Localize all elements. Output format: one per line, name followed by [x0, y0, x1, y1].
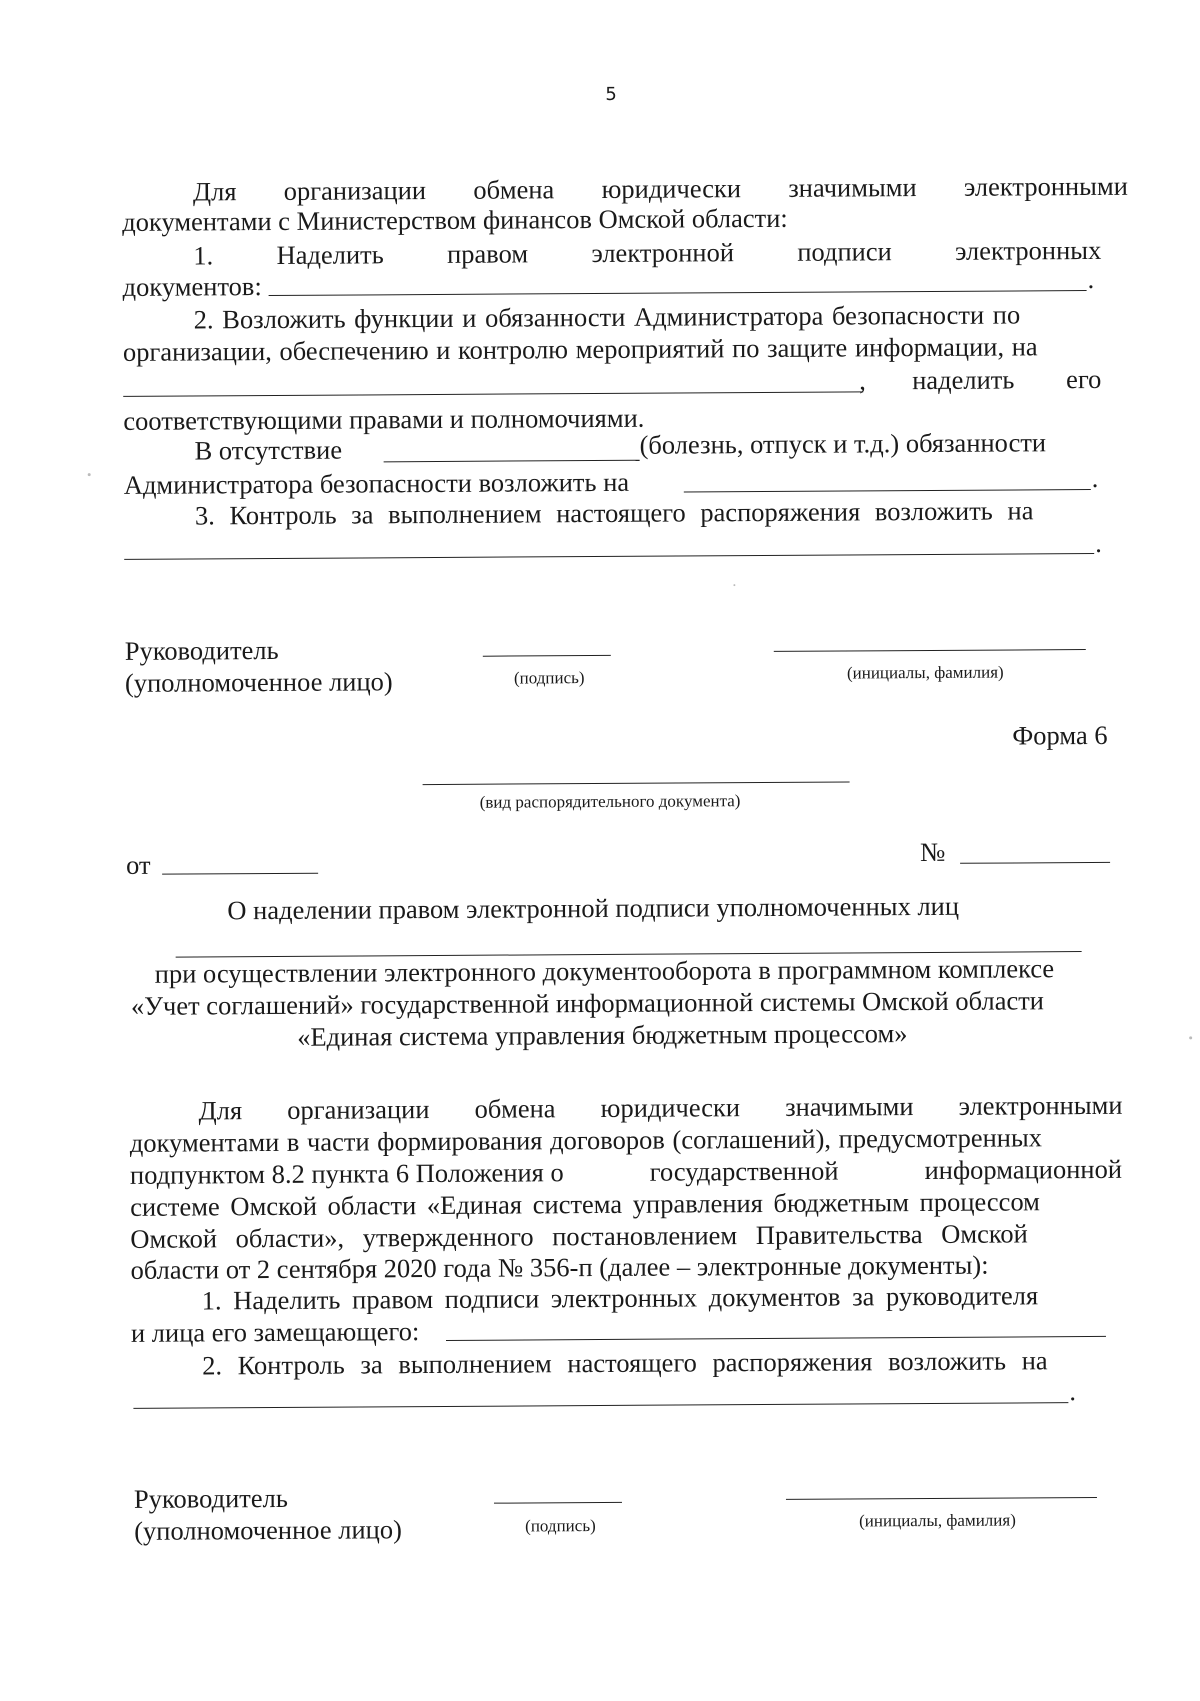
form6-doc-kind-line [423, 781, 850, 785]
form5-absence-line2: Администратора безопасности возложить на [123, 466, 630, 500]
form5-intro-line2: документами с Министерством финансов Омской области: [122, 202, 788, 237]
form6-number-label: № [919, 836, 946, 868]
form6-sign-caption: (подпись) [525, 1516, 596, 1536]
form6-body-line2: документами в части формирования договоров (соглашений), предусмотренных [129, 1122, 1043, 1158]
form5-name-caption: (инициалы, фамилия) [846, 662, 1004, 683]
form5-substitute-blank [684, 489, 1091, 492]
form6-number-blank [960, 862, 1110, 864]
form6-body-line3: подпунктом 8.2 пункта 6 Положения о государственной информационной [129, 1153, 1123, 1190]
form6-body-line1: Для организации обмена юридически значимыми электронными [198, 1089, 1123, 1126]
form5-sign-caption: (подпись) [513, 668, 585, 688]
form6-label: Форма 6 [1012, 719, 1108, 751]
form6-title-line2: при осуществлении электронного документооборота в программном комплексе [154, 953, 1055, 989]
form6-item2-line1: 2. Контроль за выполнением настоящего распоряжения возложить на [202, 1345, 1048, 1381]
scan-speck [733, 584, 735, 586]
form5-signature-line [483, 655, 611, 657]
form6-signature-line [494, 1502, 622, 1504]
form6-name-caption: (инициалы, фамилия) [859, 1510, 1016, 1531]
form6-body-line5: Омской области», утвержденного постановлением Правительства Омской [130, 1218, 1028, 1254]
form5-intro-line1: Для организации обмена юридически значимыми электронными [192, 170, 1128, 207]
form6-name-line [786, 1497, 1097, 1500]
form5-item1-line1: 1. Наделить правом электронной подписи электронных [193, 234, 1102, 271]
form5-item2-line1: 2. Возложить функции и обязанности Администратора безопасности по [193, 299, 1021, 335]
form6-item1-line2: и лица его замещающего: [130, 1316, 420, 1348]
form5-item2-tail-2: его [1066, 363, 1102, 395]
form6-doc-kind-caption: (вид распорядительного документа) [479, 791, 741, 812]
form5-absence-blank [384, 460, 640, 463]
scan-speck [1189, 1036, 1192, 1039]
form6-title-line4: «Единая система управления бюджетным процессом» [297, 1018, 908, 1052]
form6-control-blank [133, 1402, 1068, 1409]
form6-sign-head-2: (уполномоченное лицо) [134, 1514, 402, 1546]
form6-body-line4: системе Омской области «Единая система управления бюджетным процессом [130, 1186, 1040, 1222]
form6-signatory-blank [446, 1336, 1106, 1341]
scan-speck [88, 473, 91, 476]
page-number: 5 [605, 83, 617, 105]
form5-item1-end: . [1087, 263, 1095, 295]
form6-title-line3: «Учет соглашений» государственной информационной системы Омской области [130, 985, 1045, 1021]
form6-body-line6: области от 2 сентября 2020 года № 356-п (далее – электронные документы): [130, 1249, 989, 1285]
form5-absence-end: (болезнь, отпуск и т.д.) обязанности [639, 427, 1047, 460]
form5-sign-head-2: (уполномоченное лицо) [124, 666, 393, 698]
form5-item2-line2: организации, обеспечению и контролю мероприятий по защите информации, на [122, 331, 1038, 367]
form6-title-line1: О наделении правом электронной подписи уполномоченных лиц [227, 890, 960, 926]
form6-date-blank [162, 873, 318, 875]
form6-item1-line1: 1. Наделить правом подписи электронных документов за руководителя [201, 1280, 1039, 1316]
form5-item2-tail-1: наделить [912, 364, 1015, 396]
form5-item3-line1: 3. Контроль за выполнением настоящего распоряжения возложить на [194, 495, 1034, 531]
form5-control-blank [124, 553, 1094, 560]
form5-sign-head-1: Руководитель [124, 634, 279, 666]
form5-name-line [774, 649, 1086, 652]
form6-sign-head-1: Руководитель [133, 1482, 288, 1514]
form5-admin-blank [123, 391, 863, 397]
form6-item2-dot: . [1069, 1376, 1077, 1407]
form5-item1-line2: документов: [122, 271, 262, 302]
form5-signatory-blank [269, 290, 1087, 296]
form5-item2-line4: соответствующими правами и полномочиями. [123, 402, 645, 436]
form5-item2-comma: , [859, 365, 866, 396]
form5-absence-start: В отсутствие [194, 434, 343, 466]
form5-item3-dot: . [1095, 527, 1102, 558]
form5-absence-dot: . [1091, 462, 1099, 493]
form6-from-label: от [125, 849, 151, 880]
